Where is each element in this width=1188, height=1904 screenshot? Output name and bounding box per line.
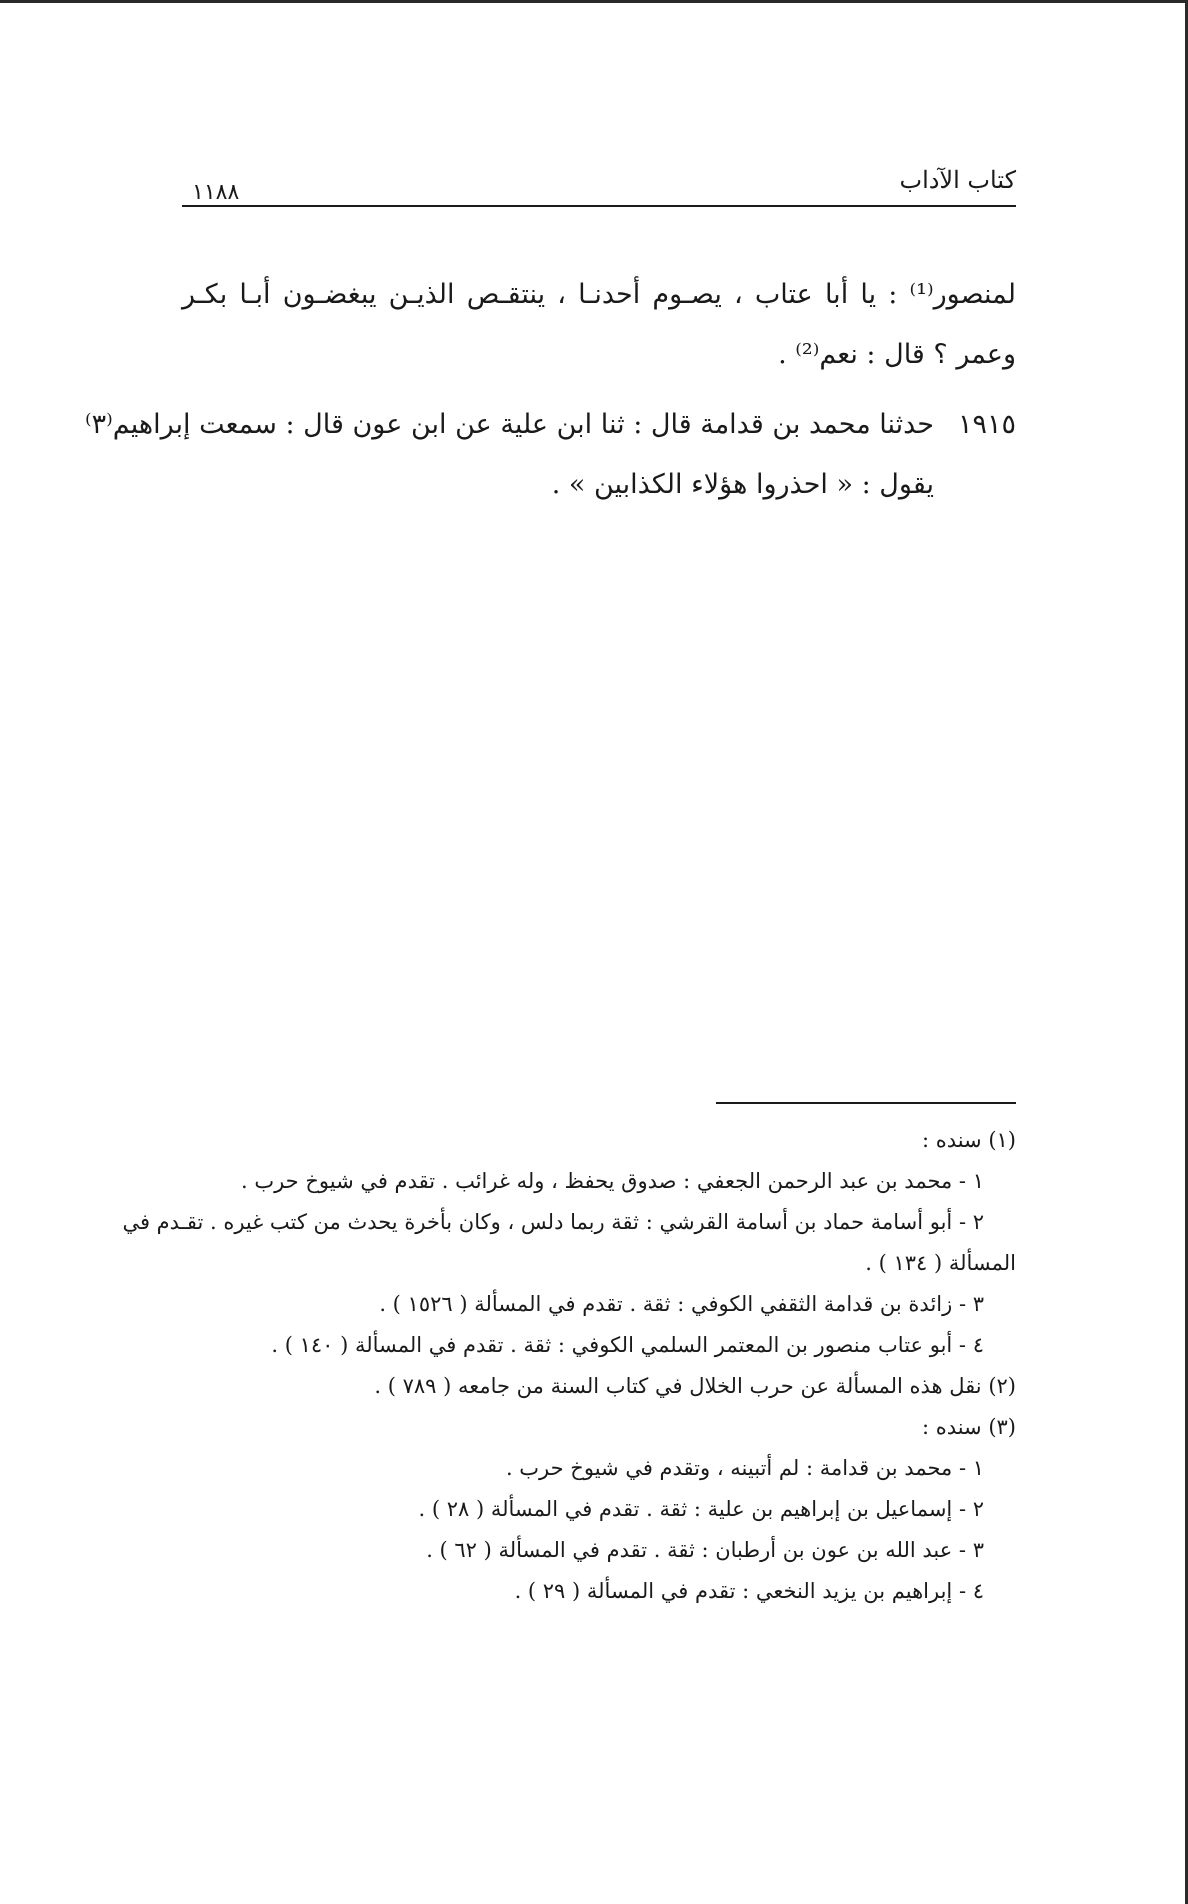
- paragraph-line: لمنصور⁽¹⁾ : يا أبا عتاب ، يصـوم أحدنـا ، ينتقـص الذيـن يبغضـون أبـا بكـر: [182, 279, 1016, 310]
- footnote-item-continuation: المسألة ( ١٣٤ ) .: [865, 1251, 1016, 1275]
- footnotes: [122, 1120, 1016, 1612]
- footnote-item: ٤ - إبراهيم بن يزيد النخعي : تقدم في المسألة ( ٢٩ ) .: [514, 1579, 984, 1603]
- page-header: [182, 162, 1016, 205]
- footnote-item: ٤ - أبو عتاب منصور بن المعتمر السلمي الكوفي : ثقة . تقدم في المسألة ( ١٤٠ ) .: [271, 1333, 984, 1357]
- footnote-item: ٢ - أبو أسامة حماد بن أسامة القرشي : ثقة ربما دلس ، وكان بأخرة يحدث من كتب غيره . تقـدم في: [122, 1210, 984, 1234]
- entry-1915-line2: يقول : « احذروا هؤلاء الكذابين » .: [551, 469, 934, 500]
- footnote-heading: (١) سنده :: [921, 1128, 1016, 1152]
- footnote-item: ١ - محمد بن عبد الرحمن الجعفي : صدوق يحفظ ، وله غرائب . تقدم في شيوخ حرب .: [240, 1169, 984, 1193]
- footnote-item: ٢ - إسماعيل بن إبراهيم بن علية : ثقة . تقدم في المسألة ( ٢٨ ) .: [418, 1497, 984, 1521]
- footnote-item: ١ - محمد بن قدامة : لم أتبينه ، وتقدم في شيوخ حرب .: [505, 1456, 984, 1480]
- paragraph-line: وعمر ؟ قال : نعم⁽²⁾ .: [778, 339, 1016, 370]
- entry-text: حدثنا محمد بن قدامة قال : ثنا ابن علية عن ابن عون قال : سمعت إبراهيم⁽٣⁾: [84, 409, 934, 440]
- footnote-separator: [716, 1102, 1016, 1104]
- footnote-item: ٣ - عبد الله بن عون بن أرطبان : ثقة . تقدم في المسألة ( ٦٢ ) .: [426, 1538, 984, 1562]
- running-title: كتاب الآداب: [899, 166, 1016, 194]
- entry-1915-line1: [84, 395, 1016, 455]
- entry-number: ١٩١٥: [957, 409, 1016, 440]
- footnote-item: ٣ - زائدة بن قدامة الثقفي الكوفي : ثقة . تقدم في المسألة ( ١٥٢٦ ) .: [379, 1292, 984, 1316]
- scan-edge-top: [0, 0, 1188, 3]
- footnote-heading: (٣) سنده :: [921, 1415, 1016, 1439]
- header-rule: [182, 205, 1016, 207]
- page-number: ١١٨٨: [192, 180, 240, 205]
- paragraph-gap: [182, 385, 1016, 395]
- footnote-2: (٢) نقل هذه المسألة عن حرب الخلال في كتاب السنة من جامعه ( ٧٨٩ ) .: [374, 1374, 1016, 1398]
- main-text: [84, 265, 1016, 515]
